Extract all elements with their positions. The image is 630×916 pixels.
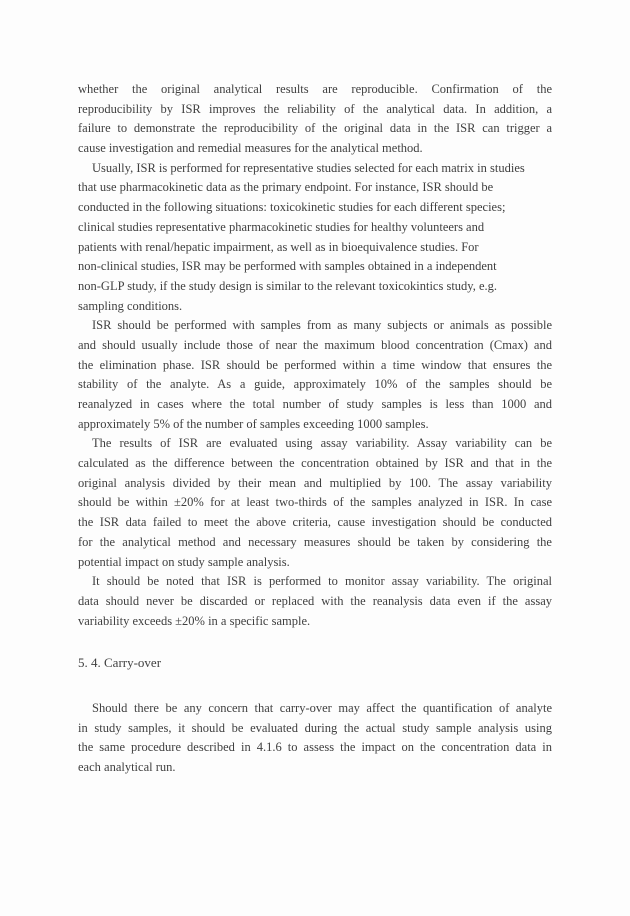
text-line: variability exceeds ±20% in a specific sample. — [78, 613, 311, 628]
text-line: reproducibility by ISR improves the reliability of the analytical data. In addition, a — [78, 101, 552, 116]
blank-line — [78, 673, 552, 699]
paragraph — [78, 80, 552, 159]
paragraph — [78, 159, 552, 317]
text-line: non-clinical studies, ISR may be performed with samples obtained in a independent — [78, 259, 497, 274]
paragraph — [78, 572, 552, 631]
text-line: data should never be discarded or replaced with the reanalysis data even if the assay — [78, 593, 552, 608]
text-line: approximately 5% of the number of samples exceeding 1000 samples. — [78, 416, 429, 431]
text-line: and should usually include those of near the maximum blood concentration (Cmax) and — [78, 337, 552, 352]
text-line: whether the original analytical results are reproducible. Confirmation of the — [78, 82, 552, 96]
text-line: failure to demonstrate the reproducibility of the original data in the ISR can trigger a — [78, 121, 552, 136]
text-line: cause investigation and remedial measures for the analytical method. — [78, 141, 423, 156]
paragraph — [78, 316, 552, 434]
text-line: calculated as the difference between the concentration obtained by ISR and that in the — [78, 456, 552, 471]
text-line: for the analytical method and necessary measures should be taken by considering the — [78, 534, 552, 549]
text-line: in study samples, it should be evaluated during the actual study sample analysis using — [78, 720, 552, 735]
text-line: conducted in the following situations: toxicokinetic studies for each different species; — [78, 200, 506, 215]
text-line: Usually, ISR is performed for representative studies selected for each matrix in studies — [92, 160, 525, 175]
text-line: ISR should be performed with samples from as many subjects or animals as possible — [92, 318, 552, 333]
text-line: potential impact on study sample analysis. — [78, 554, 290, 569]
text-line: the same procedure described in 4.1.6 to assess the impact on the concentration data in — [78, 740, 552, 755]
paragraph — [78, 434, 552, 572]
blank-line — [78, 631, 552, 653]
text-line: Should there be any concern that carry-over may affect the quantification of analyte — [92, 700, 552, 715]
text-line: It should be noted that ISR is performed to monitor assay variability. The original — [92, 574, 552, 589]
section-heading: 5. 4. Carry-over — [78, 655, 162, 671]
text-line: that use pharmacokinetic data as the primary endpoint. For instance, ISR should be — [78, 180, 494, 195]
text-line: clinical studies representative pharmacokinetic studies for healthy volunteers and — [78, 219, 485, 234]
text-line: the ISR data failed to meet the above criteria, cause investigation should be conducted — [78, 515, 552, 530]
text-line: the elimination phase. ISR should be performed within a time window that ensures the — [78, 357, 552, 372]
text-line: patients with renal/hepatic impairment, as well as in bioequivalence studies. For — [78, 239, 479, 254]
text-line: sampling conditions. — [78, 298, 183, 313]
text-line: stability of the analyte. As a guide, approximately 10% of the samples should be — [78, 377, 552, 392]
text-line: non-GLP study, if the study design is similar to the relevant toxicokintics study, e.g. — [78, 278, 498, 293]
text-line: each analytical run. — [78, 760, 176, 774]
text-line: reanalyzed in cases where the total number of study samples is less than 1000 and — [78, 397, 552, 411]
text-line: should be within ±20% for at least two-thirds of the samples analyzed in ISR. In case — [78, 495, 552, 510]
text-line: original analysis divided by their mean and multiplied by 100. The assay variability — [78, 475, 552, 490]
text-line: The results of ISR are evaluated using assay variability. Assay variability can be — [92, 436, 552, 451]
paragraph — [78, 699, 552, 778]
